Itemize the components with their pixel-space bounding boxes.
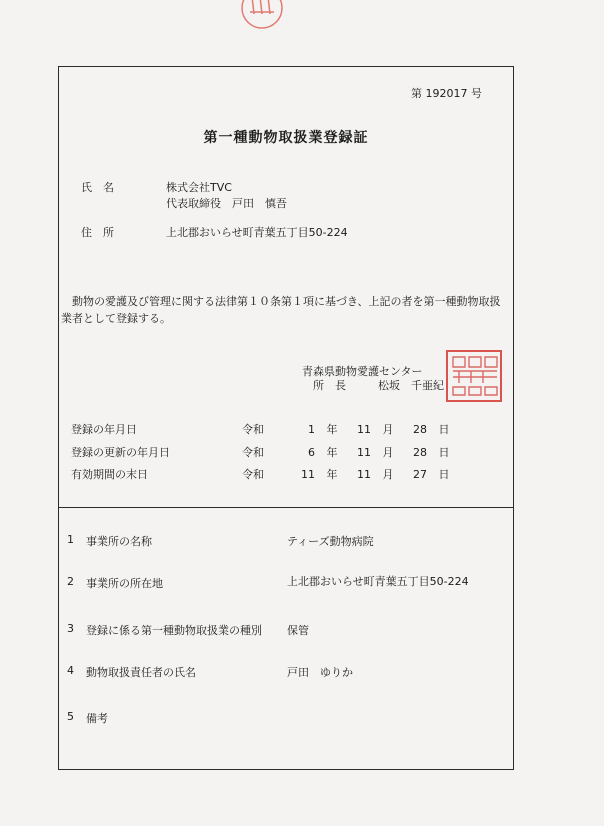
detail-number: 5: [67, 710, 74, 723]
section-divider: [59, 507, 513, 508]
detail-value-office-address: 上北郡おいらせ町青葉五丁目50-224: [287, 575, 469, 588]
address-label: 住 所: [81, 226, 114, 239]
certificate-number: 第 192017 号: [411, 87, 482, 100]
company-name: 株式会社TVC: [166, 181, 232, 194]
date-era-registration: 令和: [242, 423, 264, 436]
official-seal-stamp: [445, 349, 503, 403]
detail-value-responsible-person: 戸田 ゆりか: [287, 666, 353, 679]
detail-value-business-type: 保管: [287, 624, 309, 637]
detail-label-remarks: 備考: [86, 712, 108, 725]
date-value-registration: 1 年 11 月 28 日: [308, 423, 450, 436]
detail-label-office-address: 事業所の所在地: [86, 577, 163, 590]
date-era-expiry: 令和: [242, 468, 264, 481]
representative-name: 代表取締役 戸田 慎吾: [166, 197, 287, 210]
date-value-renewal: 6 年 11 月 28 日: [308, 446, 450, 459]
date-value-expiry: 11 年 11 月 27 日: [301, 468, 450, 481]
applicant-address: 上北郡おいらせ町青葉五丁目50-224: [166, 226, 348, 239]
registration-statement: 動物の愛護及び管理に関する法律第１０条第１項に基づき、上記の者を第一種動物取扱業者として登録する。: [61, 295, 501, 325]
top-seal-stamp: [240, 0, 284, 30]
name-label: 氏 名: [81, 181, 114, 194]
date-label-expiry: 有効期間の末日: [71, 468, 148, 481]
detail-label-business-type: 登録に係る第一種動物取扱業の種別: [86, 624, 262, 637]
date-label-renewal: 登録の更新の年月日: [71, 446, 170, 459]
issuer-name: 松坂 千亜紀: [378, 379, 444, 392]
certificate-frame: [58, 66, 514, 770]
issuer-organization: 青森県動物愛護センター: [302, 365, 423, 378]
date-era-renewal: 令和: [242, 446, 264, 459]
certificate-title: 第一種動物取扱業登録証: [203, 130, 369, 146]
detail-label-office-name: 事業所の名称: [86, 535, 152, 548]
detail-number: 1: [67, 533, 74, 546]
date-label-registration: 登録の年月日: [71, 423, 137, 436]
detail-number: 2: [67, 575, 74, 588]
issuer-title: 所 長: [313, 379, 346, 392]
detail-label-responsible-person: 動物取扱責任者の氏名: [86, 666, 196, 679]
detail-number: 3: [67, 622, 74, 635]
detail-value-office-name: ティーズ動物病院: [287, 535, 374, 548]
detail-number: 4: [67, 664, 74, 677]
